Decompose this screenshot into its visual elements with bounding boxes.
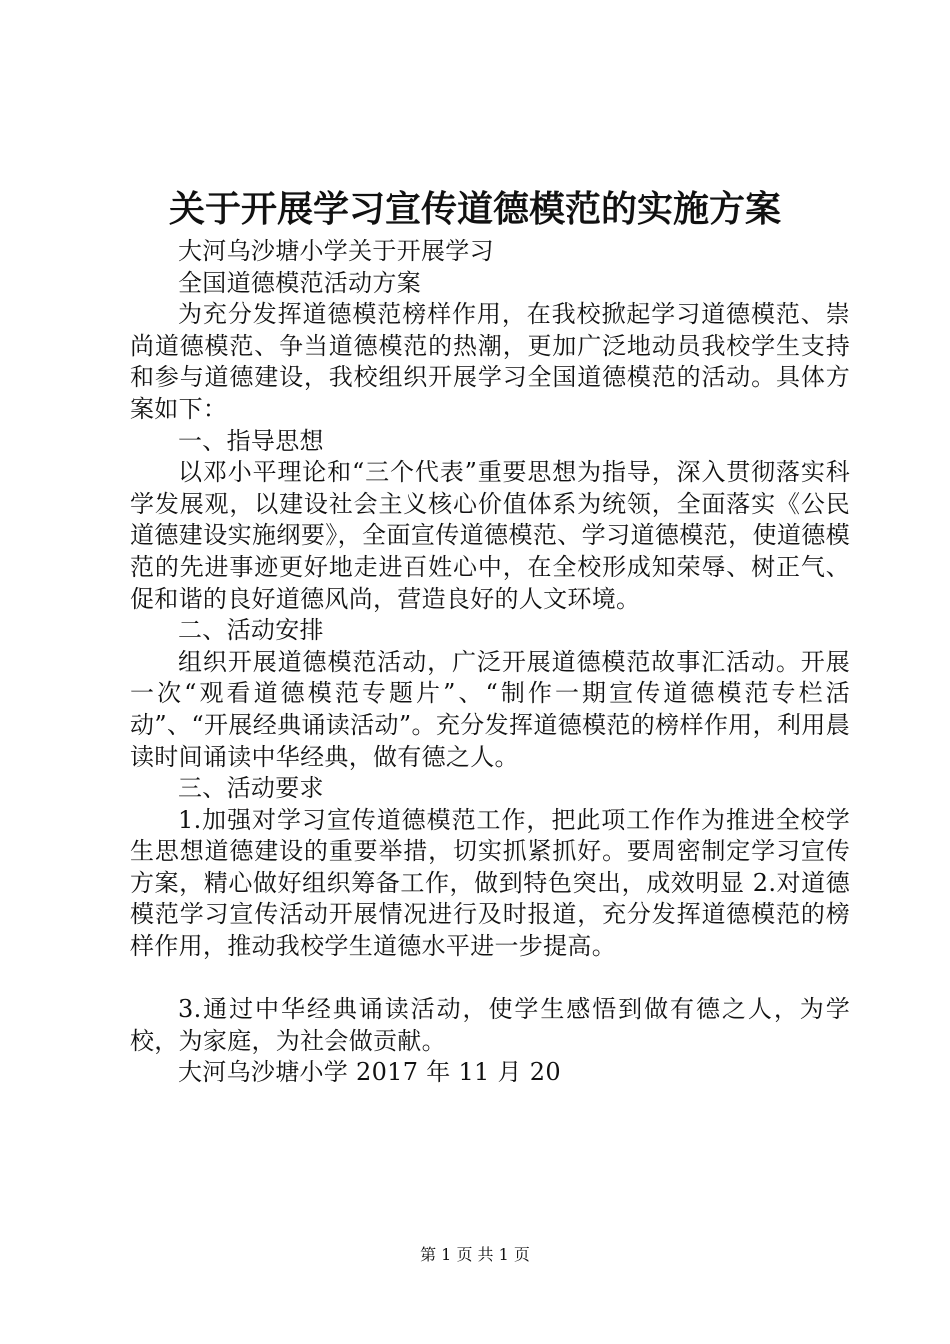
page-number-footer: 第 1 页 共 1 页 [420,1245,530,1264]
paragraph-purpose: 为充分发挥道德模范榜样作用，在我校掀起学习道德模范、崇尚道德模范、争当道德模范的热潮，更加广泛地动员我校学生支持和参与道德建设，我校组织开展学习全国道德模范的活动。具体方案如下： [130,300,850,423]
blank-line [130,963,850,995]
intro-line-1: 大河乌沙塘小学关于开展学习 [178,237,494,265]
paragraph-activity-arrangement: 组织开展道德模范活动，广泛开展道德模范故事汇活动。开展一次“观看道德模范专题片”、“制作一期宣传道德模范专栏活动”、“开展经典诵读活动”。充分发挥道德模范的榜样作用，利用晨读时间诵读中华经典，做有德之人。 [130,647,850,771]
signature-line: 大河乌沙塘小学 2017 年 11 月 20 [178,1058,561,1087]
section-heading-activity-arrangement: 二、活动安排 [178,616,324,645]
section-heading-guiding-thought: 一、指导思想 [178,426,324,455]
paragraph-guiding-thought: 以邓小平理论和“三个代表”重要思想为指导，深入贯彻落实科学发展观，以建设社会主义核心价值体系为统领，全面落实《公民道德建设实施纲要》，全面宣传道德模范、学习道德模范，使道德模范的先进事迹更好地走进百姓心中，在全校形成知荣辱、树正气、促和谐的良好道德风尚，营造良好的人文环境。 [130,458,850,613]
paragraph-requirements-1-2: 1.加强对学习宣传道德模范工作，把此项工作作为推进全校学生思想道德建设的重要举措，切实抓紧抓好。要周密制定学习宣传方案，精心做好组织筹备工作，做到特色突出，成效明显 2.对道德模范学习宣传活动开展情况进行及时报道，充分发挥道德模范的榜样作用，推动我校学生道德水平进一步提高。 [130,805,850,961]
section-heading-activity-requirements: 三、活动要求 [178,774,324,803]
document-body [130,236,850,1089]
document-title: 关于开展学习宣传道德模范的实施方案 [168,188,781,230]
paragraph-requirement-3: 3.通过中华经典诵读活动，使学生感悟到做有德之人，为学校，为家庭，为社会做贡献。 [130,995,850,1055]
intro-line-2: 全国道德模范活动方案 [178,268,421,297]
